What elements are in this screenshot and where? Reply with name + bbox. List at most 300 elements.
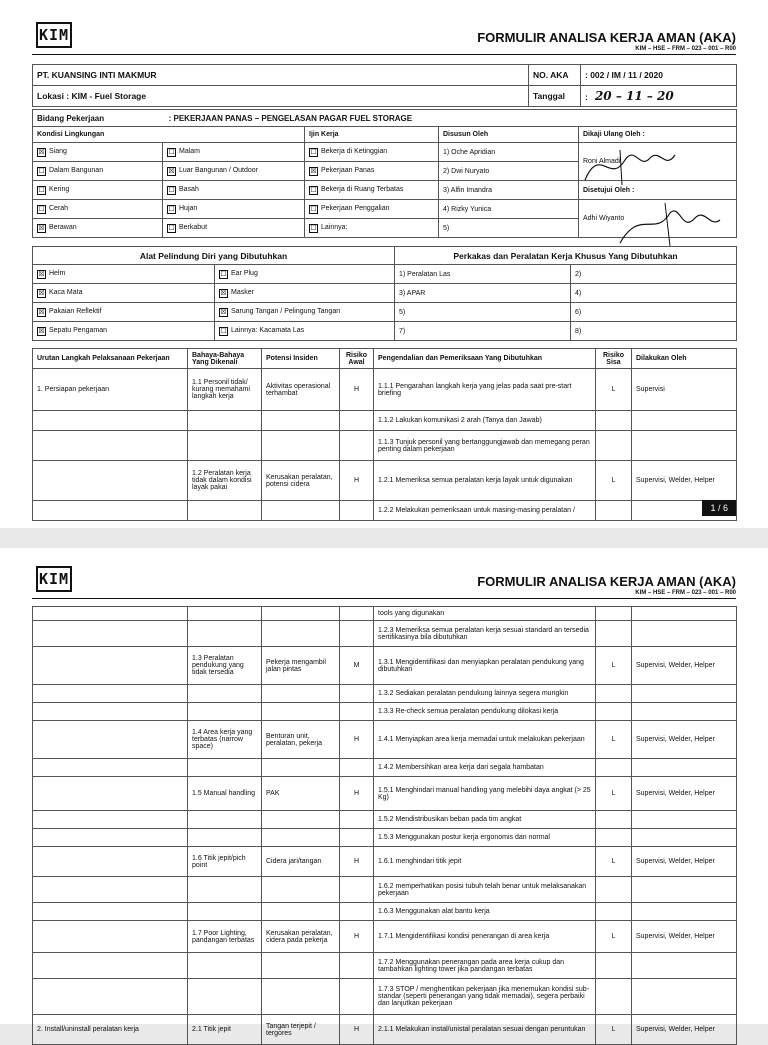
col-dilakukan: Dilakukan Oleh <box>632 349 737 369</box>
disusun-cell: 4) Rizky Yunica <box>439 200 579 219</box>
col-risiko-awal: Risiko Awal <box>340 349 374 369</box>
kondisi-cell <box>33 181 163 200</box>
form-page-2 <box>0 548 768 1037</box>
step-cell <box>33 621 188 647</box>
risk-residual-cell: L <box>596 847 632 877</box>
izin-label: Bekerja di Ketinggian <box>321 147 388 155</box>
control-cell: 1.3.3 Re-check semua peralatan pendukung dilokasi kerja <box>374 703 596 721</box>
control-cell: 1.3.1 Mengidentifikasi dan menyiapkan peralatan pendukung yang dibutuhkan <box>374 647 596 685</box>
risk-initial-cell: H <box>340 461 374 501</box>
form-title: FORMULIR ANALISA KERJA AMAN (AKA) <box>477 30 736 45</box>
performed-by-cell: Supervisi, Welder, Helper <box>632 1015 737 1045</box>
kondisi-label: Dalam Bangunan <box>49 166 104 174</box>
checkbox-checked: ☒ <box>220 308 227 316</box>
risk-residual-cell <box>596 621 632 647</box>
form-title: FORMULIR ANALISA KERJA AMAN (AKA) <box>477 574 736 589</box>
date-cell <box>581 86 737 107</box>
checkbox: ☐ <box>310 186 317 194</box>
disusun-cell: 5) <box>439 219 579 238</box>
jsa-table-page-1 <box>32 348 737 521</box>
performed-by-cell <box>632 829 737 847</box>
risk-residual-cell <box>596 953 632 979</box>
disusun-cell: 2) Dwi Nuryato <box>439 162 579 181</box>
date-label: Tanggal <box>529 86 581 107</box>
risk-residual-cell: L <box>596 921 632 953</box>
hazard-cell <box>188 811 262 829</box>
control-cell: 1.6.1 menghindari titik jepit <box>374 847 596 877</box>
risk-residual-cell <box>596 501 632 521</box>
step-cell <box>33 703 188 721</box>
risk-residual-cell: L <box>596 1015 632 1045</box>
risk-initial-cell: M <box>340 647 374 685</box>
incident-cell: Tangan terjepit / tergores <box>262 1015 340 1045</box>
control-cell: 1.3.2 Sediakan peralatan pendukung lainnya segera mungkin <box>374 685 596 703</box>
checkbox: ☐ <box>310 224 317 232</box>
checkbox: ☐ <box>168 224 175 232</box>
col-potensi: Potensi Insiden <box>262 349 340 369</box>
checkbox-checked: ☒ <box>38 289 45 297</box>
perkakas-cell: 1) Peralatan Las <box>395 265 571 284</box>
control-cell: 1.1.3 Tunjuk personil yang bertanggungjawab dan memegang peran penting dalam pekerjaan <box>374 431 596 461</box>
risk-residual-cell <box>596 877 632 903</box>
perkakas-cell: 7) <box>395 322 571 341</box>
risk-initial-cell <box>340 903 374 921</box>
checkbox: ☐ <box>220 327 227 335</box>
kondisi-label: Malam <box>179 147 201 155</box>
kondisi-cell <box>163 200 305 219</box>
incident-cell <box>262 759 340 777</box>
control-cell: 1.1.1 Pengarahan langkah kerja yang jelas pada saat pre-start briefing <box>374 369 596 411</box>
date-colon: : <box>585 92 588 102</box>
risk-initial-cell: H <box>340 369 374 411</box>
performed-by-cell: Supervisi, Welder, Helper <box>632 461 737 501</box>
risk-initial-cell <box>340 607 374 621</box>
risk-residual-cell <box>596 759 632 777</box>
col-urutan: Urutan Langkah Pelaksanaan Pekerjaan <box>33 349 188 369</box>
hazard-cell <box>188 431 262 461</box>
hazard-cell <box>188 953 262 979</box>
kondisi-label: Berkabut <box>179 223 208 231</box>
table-row <box>33 829 737 847</box>
risk-initial-cell <box>340 979 374 1015</box>
perkakas-cell: 8) <box>571 322 737 341</box>
incident-cell <box>262 501 340 521</box>
risk-residual-cell <box>596 829 632 847</box>
incident-cell <box>262 877 340 903</box>
perkakas-cell: 6) <box>571 303 737 322</box>
hazard-cell <box>188 759 262 777</box>
incident-cell: Kerusakan peralatan, potensi cidera <box>262 461 340 501</box>
apd-label: Pakaian Reflektif <box>49 307 102 315</box>
disetujui-name: Adhi Wiyanto <box>583 215 625 222</box>
disetujui-heading: Disetujui Oleh : <box>579 181 737 200</box>
kondisi-cell <box>33 200 163 219</box>
performed-by-cell: Supervisi, Welder, Helper <box>632 777 737 811</box>
kondisi-cell <box>163 162 305 181</box>
table-row <box>33 369 737 411</box>
kondisi-label: Siang <box>49 147 67 155</box>
kondisi-table <box>32 109 737 238</box>
table-row <box>33 847 737 877</box>
control-cell: 2.1.1 Melakukan instal/unistal peralatan sesuai dengan peruntukan <box>374 1015 596 1045</box>
hazard-cell: 1.5 Manual handling <box>188 777 262 811</box>
apd-cell <box>33 303 215 322</box>
apd-label: Lainnya: Kacamata Las <box>231 326 305 334</box>
hazard-cell <box>188 877 262 903</box>
izin-cell <box>305 181 439 200</box>
hazard-cell <box>188 607 262 621</box>
risk-residual-cell: L <box>596 369 632 411</box>
kondisi-cell <box>163 219 305 238</box>
step-cell: 2. Install/uninstall peralatan kerja <box>33 1015 188 1045</box>
bidang-label: Bidang Pekerjaan <box>37 113 105 123</box>
disetujui-cell <box>579 200 737 238</box>
hazard-cell: 1.7 Poor Lighting, pandangan terbatas <box>188 921 262 953</box>
table-row <box>33 621 737 647</box>
risk-initial-cell <box>340 759 374 777</box>
control-cell: 1.4.1 Menyiapkan area kerja memadai untuk melakukan pekerjaan <box>374 721 596 759</box>
incident-cell <box>262 607 340 621</box>
incident-cell <box>262 431 340 461</box>
hazard-cell <box>188 903 262 921</box>
performed-by-cell <box>632 953 737 979</box>
izin-cell <box>305 219 439 238</box>
control-cell: 1.6.3 Menggunakan alat bantu kerja <box>374 903 596 921</box>
table-row <box>33 647 737 685</box>
performed-by-cell: Supervisi, Welder, Helper <box>632 721 737 759</box>
disusun-cell: 3) Alfin Imandra <box>439 181 579 200</box>
kondisi-label: Basah <box>179 185 199 193</box>
izin-heading: Ijin Kerja <box>305 127 439 143</box>
table-row <box>33 903 737 921</box>
control-cell: tools yang digunakan <box>374 607 596 621</box>
control-cell: 1.6.2 memperhatikan posisi tubuh telah benar untuk melaksanakan pekerjaan <box>374 877 596 903</box>
checkbox-checked: ☒ <box>220 289 227 297</box>
risk-residual-cell <box>596 685 632 703</box>
perkakas-cell: 2) <box>571 265 737 284</box>
checkbox-checked: ☒ <box>38 308 45 316</box>
risk-initial-cell: H <box>340 777 374 811</box>
incident-cell <box>262 979 340 1015</box>
performed-by-cell <box>632 811 737 829</box>
kondisi-cell <box>33 143 163 162</box>
perkakas-cell: 3) APAR <box>395 284 571 303</box>
kim-logo: KIM <box>36 566 72 592</box>
no-aka-label: NO. AKA <box>529 65 581 86</box>
hazard-cell <box>188 685 262 703</box>
kondisi-label: Luar Bangunan / Outdoor <box>179 166 259 174</box>
disusun-heading: Disusun Oleh <box>439 127 579 143</box>
checkbox-checked: ☒ <box>38 224 45 232</box>
risk-residual-cell <box>596 703 632 721</box>
hazard-cell <box>188 501 262 521</box>
step-cell <box>33 759 188 777</box>
risk-initial-cell <box>340 829 374 847</box>
header-rule <box>32 54 736 55</box>
izin-cell <box>305 200 439 219</box>
checkbox: ☐ <box>220 270 227 278</box>
table-row <box>33 921 737 953</box>
incident-cell: PAK <box>262 777 340 811</box>
control-cell: 1.5.3 Menggunakan postur kerja ergonomis dan normal <box>374 829 596 847</box>
bidang-row <box>33 110 737 127</box>
performed-by-cell: Supervisi, Welder, Helper <box>632 921 737 953</box>
izin-cell <box>305 143 439 162</box>
step-cell <box>33 777 188 811</box>
checkbox-checked: ☒ <box>168 167 175 175</box>
table-row <box>33 431 737 461</box>
table-row <box>33 411 737 431</box>
control-cell: 1.4.2 Membersihkan area kerja dari segala hambatan <box>374 759 596 777</box>
checkbox-checked: ☒ <box>38 327 45 335</box>
checkbox: ☐ <box>38 186 45 194</box>
risk-residual-cell <box>596 607 632 621</box>
apd-cell <box>215 265 395 284</box>
izin-label: Bekerja di Ruang Terbatas <box>321 185 404 193</box>
performed-by-cell: Supervisi <box>632 369 737 411</box>
apd-cell <box>33 322 215 341</box>
apd-cell <box>33 284 215 303</box>
form-code: KIM – HSE – FRM – 023 – 001 – R00 <box>635 46 736 52</box>
incident-cell <box>262 411 340 431</box>
checkbox: ☐ <box>168 148 175 156</box>
incident-cell <box>262 621 340 647</box>
hazard-cell: 2.1 Titik jepit <box>188 1015 262 1045</box>
risk-residual-cell: L <box>596 777 632 811</box>
step-cell <box>33 431 188 461</box>
col-pengendalian: Pengendalian dan Pemeriksaan Yang Dibutuhkan <box>374 349 596 369</box>
control-cell: 1.5.2 Mendistribusikan beban pada tim angkat <box>374 811 596 829</box>
table-row <box>33 721 737 759</box>
table-row <box>33 979 737 1015</box>
risk-residual-cell: L <box>596 647 632 685</box>
date-handwritten: 20 – 11 – 20 <box>594 89 674 103</box>
step-cell <box>33 811 188 829</box>
apd-cell <box>215 322 395 341</box>
risk-initial-cell: H <box>340 721 374 759</box>
apd-label: Masker <box>231 288 254 296</box>
perkakas-cell: 5) <box>395 303 571 322</box>
izin-label: Pekerjaan Penggalian <box>321 204 390 212</box>
disusun-cell: 1) Oche Apridian <box>439 143 579 162</box>
hazard-cell <box>188 979 262 1015</box>
kim-logo: KIM <box>36 22 72 48</box>
checkbox: ☐ <box>38 167 45 175</box>
kondisi-cell <box>163 143 305 162</box>
incident-cell <box>262 811 340 829</box>
hazard-cell <box>188 411 262 431</box>
kondisi-label: Berawan <box>49 223 77 231</box>
table-row <box>33 461 737 501</box>
kondisi-cell <box>33 162 163 181</box>
incident-cell: Pekerja mengambil jalan pintas <box>262 647 340 685</box>
risk-residual-cell <box>596 431 632 461</box>
control-cell: 1.7.2 Menggunakan penerangan pada area kerja cukup dan tambahkan lighting tower jika pandangan terbatas <box>374 953 596 979</box>
jsa-rows <box>33 607 737 1045</box>
incident-cell: Aktivitas operasional terhambat <box>262 369 340 411</box>
control-cell: 1.2.3 Memeriksa semua peralatan kerja sesuai standard an tersedia sertifikasinya bila dibutuhkan <box>374 621 596 647</box>
apd-heading: Alat Pelindung Diri yang Dibutuhkan <box>33 247 395 265</box>
performed-by-cell <box>632 703 737 721</box>
risk-residual-cell <box>596 811 632 829</box>
izin-cell <box>305 162 439 181</box>
step-cell <box>33 903 188 921</box>
hazard-cell: 1.2 Peralatan kerja tidak dalam kondisi layak pakai <box>188 461 262 501</box>
step-cell <box>33 979 188 1015</box>
perkakas-cell: 4) <box>571 284 737 303</box>
incident-cell: Benturan unit, peralatan, pekerja <box>262 721 340 759</box>
risk-initial-cell <box>340 703 374 721</box>
performed-by-cell <box>632 685 737 703</box>
col-risiko-sisa: Risiko Sisa <box>596 349 632 369</box>
kondisi-label: Cerah <box>49 204 69 212</box>
step-cell <box>33 829 188 847</box>
risk-initial-cell <box>340 411 374 431</box>
control-cell: 1.7.3 STOP / menghentikan pekerjaan jika menemukan kondisi sub-standar (seperti penerangan yang tidak memadai), segera perbaiki dan lanjutkan pekerjaan <box>374 979 596 1015</box>
checkbox-checked: ☒ <box>310 167 317 175</box>
risk-initial-cell: H <box>340 847 374 877</box>
info-table <box>32 64 737 107</box>
col-bahaya: Bahaya-Bahaya Yang Dikenali <box>188 349 262 369</box>
page-number: 1 / 6 <box>702 500 736 516</box>
kondisi-cell <box>33 219 163 238</box>
table-row <box>33 877 737 903</box>
step-cell <box>33 921 188 953</box>
step-cell <box>33 607 188 621</box>
control-cell: 1.2.2 Melakukan pemeriksaan untuk masing-masing peralatan / <box>374 501 596 521</box>
bidang-value: : PEKERJAAN PANAS – PENGELASAN PAGAR FUEL STORAGE <box>168 113 413 123</box>
table-row <box>33 777 737 811</box>
jsa-rows <box>33 369 737 521</box>
performed-by-cell <box>632 903 737 921</box>
no-aka-value: : 002 / IM / 11 / 2020 <box>581 65 737 86</box>
step-cell <box>33 953 188 979</box>
performed-by-cell <box>632 759 737 777</box>
checkbox: ☐ <box>168 186 175 194</box>
performed-by-cell: Supervisi, Welder, Helper <box>632 647 737 685</box>
control-cell: 1.1.2 Lakukan komunikasi 2 arah (Tanya dan Jawab) <box>374 411 596 431</box>
checkbox-checked: ☒ <box>38 148 45 156</box>
incident-cell <box>262 703 340 721</box>
risk-residual-cell <box>596 903 632 921</box>
kondisi-heading: Kondisi Lingkungan <box>33 127 305 143</box>
step-cell <box>33 461 188 501</box>
performed-by-cell: Supervisi, Welder, Helper <box>632 847 737 877</box>
apd-label: Helm <box>49 269 66 277</box>
dikaji-cell <box>579 143 737 181</box>
kondisi-label: Kering <box>49 185 70 193</box>
table-row <box>33 685 737 703</box>
perkakas-heading: Perkakas dan Peralatan Kerja Khusus Yang Dibutuhkan <box>395 247 737 265</box>
hazard-cell <box>188 703 262 721</box>
incident-cell <box>262 953 340 979</box>
risk-initial-cell <box>340 877 374 903</box>
control-cell: 1.5.1 Menghindari manual handling yang melebihi daya angkat (> 25 Kg) <box>374 777 596 811</box>
control-cell: 1.7.1 Mengidentifikasi kondisi penerangan di area kerja <box>374 921 596 953</box>
step-cell: 1. Persiapan pekerjaan <box>33 369 188 411</box>
step-cell <box>33 721 188 759</box>
risk-residual-cell <box>596 979 632 1015</box>
apd-cell <box>33 265 215 284</box>
risk-initial-cell <box>340 621 374 647</box>
incident-cell <box>262 685 340 703</box>
step-cell <box>33 647 188 685</box>
form-code: KIM – HSE – FRM – 023 – 001 – R00 <box>635 590 736 596</box>
incident-cell: Cidera jari/tangan <box>262 847 340 877</box>
table-row <box>33 1015 737 1045</box>
checkbox-checked: ☒ <box>38 270 45 278</box>
risk-residual-cell: L <box>596 461 632 501</box>
dikaji-name: Roni Almadi <box>583 158 621 165</box>
checkbox: ☐ <box>38 205 45 213</box>
apd-label: Sepatu Pengaman <box>49 326 107 334</box>
apd-cell <box>215 284 395 303</box>
izin-label: Lainnya: <box>321 223 348 231</box>
performed-by-cell <box>632 877 737 903</box>
step-cell <box>33 501 188 521</box>
jsa-table-page-2 <box>32 606 737 1045</box>
risk-initial-cell <box>340 685 374 703</box>
performed-by-cell <box>632 607 737 621</box>
apd-label: Kaca Mata <box>49 288 83 296</box>
performed-by-cell <box>632 979 737 1015</box>
step-cell <box>33 411 188 431</box>
kondisi-cell <box>163 181 305 200</box>
hazard-cell <box>188 621 262 647</box>
dikaji-heading: Dikaji Ulang Oleh : <box>579 127 737 143</box>
apd-table <box>32 246 737 341</box>
izin-label: Pekerjaan Panas <box>321 166 375 174</box>
risk-initial-cell <box>340 501 374 521</box>
table-row <box>33 607 737 621</box>
step-cell <box>33 847 188 877</box>
hazard-cell: 1.1 Personil tidak/ kurang memahami langkah kerja <box>188 369 262 411</box>
risk-initial-cell <box>340 953 374 979</box>
hazard-cell: 1.6 Titik jepit/pich point <box>188 847 262 877</box>
checkbox: ☐ <box>310 148 317 156</box>
performed-by-cell <box>632 431 737 461</box>
control-cell: 1.2.1 Memeriksa semua peralatan kerja layak untuk digunakan <box>374 461 596 501</box>
apd-label: Sarung Tangan / Pelingung Tangan <box>231 307 341 315</box>
hazard-cell: 1.3 Peralatan pendukung yang tidak tersedia <box>188 647 262 685</box>
incident-cell: Kerusakan peralatan, cidera pada pekerja <box>262 921 340 953</box>
risk-initial-cell <box>340 431 374 461</box>
table-row <box>33 501 737 521</box>
table-row <box>33 953 737 979</box>
apd-label: Ear Plug <box>231 269 258 277</box>
kondisi-label: Hujan <box>179 204 198 212</box>
step-cell <box>33 685 188 703</box>
table-row <box>33 703 737 721</box>
checkbox: ☐ <box>310 205 317 213</box>
hazard-cell <box>188 829 262 847</box>
risk-initial-cell <box>340 811 374 829</box>
checkbox: ☐ <box>168 205 175 213</box>
performed-by-cell <box>632 411 737 431</box>
risk-residual-cell: L <box>596 721 632 759</box>
incident-cell <box>262 903 340 921</box>
risk-initial-cell: H <box>340 1015 374 1045</box>
risk-initial-cell: H <box>340 921 374 953</box>
step-cell <box>33 877 188 903</box>
incident-cell <box>262 829 340 847</box>
company-name: PT. KUANSING INTI MAKMUR <box>33 65 529 86</box>
performed-by-cell <box>632 621 737 647</box>
table-row <box>33 759 737 777</box>
header-rule <box>32 598 736 599</box>
risk-residual-cell <box>596 411 632 431</box>
location: Lokasi : KIM - Fuel Storage <box>33 86 529 107</box>
